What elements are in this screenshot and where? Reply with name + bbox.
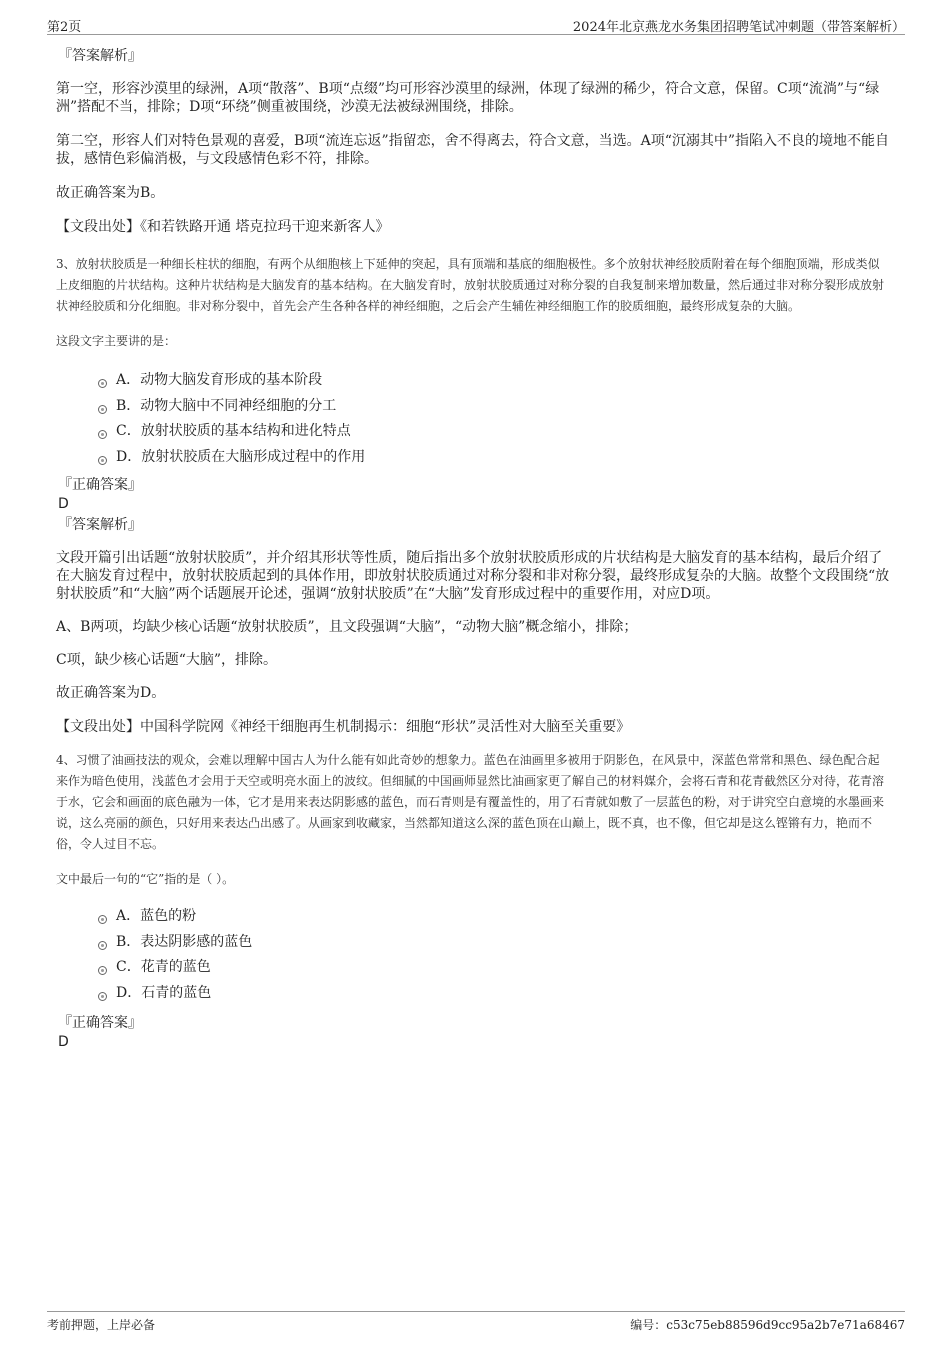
document-title: 2024年北京燕龙水务集团招聘笔试冲刺题（带答案解析） [572, 20, 905, 35]
q3-option-b[interactable]: B．动物大脑中不同神经细胞的分工 [56, 394, 890, 420]
page-content [56, 47, 890, 1050]
q4-answer: D [58, 1034, 69, 1050]
q3-option-a[interactable]: A．动物大脑发育形成的基本阶段 [56, 368, 890, 394]
document-code: 编号：c53c75eb88596d9cc95a2b7e71a68467 [630, 1318, 905, 1332]
q4-option-d[interactable]: D．石青的蓝色 [56, 981, 890, 1007]
q4-option-a[interactable]: A．蓝色的粉 [56, 904, 890, 930]
footer-slogan: 考前押题，上岸必备 [47, 1318, 156, 1332]
q2-conclusion: 故正确答案为B。 [56, 185, 165, 201]
page-number: 第2页 [47, 20, 82, 35]
q2-analysis-label: 『答案解析』 [58, 48, 142, 64]
q4-option-c[interactable]: C．花青的蓝色 [56, 955, 890, 981]
q3-option-c[interactable]: C．放射状胶质的基本结构和进化特点 [56, 419, 890, 445]
q4-option-b[interactable]: B．表达阴影感的蓝色 [56, 930, 890, 956]
q3-passage: 3、放射状胶质是一种细长柱状的细胞，有两个从细胞核上下延伸的突起，具有顶端和基底的细胞极性。多个放射状神经胶质附着在每个细胞顶端，形成类似上皮细胞的片状结构。这种片状结构是大脑发育的基本结构。在大脑发育时，放射状胶质通过对称分裂的自我复制来增加数量，然后通过非对称分裂形成放射状神经胶质和分化细胞。非对称分裂中，首先会产生各种各样的神经细胞，之后会产生辅佐神经细胞工作的胶质细胞，最终形成复杂的大脑。 [56, 257, 885, 313]
radio-button-icon[interactable] [98, 966, 107, 975]
q4-answer-label: 『正确答案』 [58, 1015, 142, 1031]
q4-question: 文中最后一句的“它”指的是（ ）。 [56, 872, 235, 886]
q3-answer: D [58, 496, 69, 512]
q3-analysis-paragraph-3: C项，缺少核心话题“大脑”，排除。 [56, 652, 278, 668]
q3-conclusion: 故正确答案为D。 [56, 685, 166, 701]
q4-options [56, 904, 890, 1006]
q3-option-d[interactable]: D．放射状胶质在大脑形成过程中的作用 [56, 445, 890, 471]
q3-analysis-label: 『答案解析』 [58, 517, 142, 533]
radio-button-icon[interactable] [98, 430, 107, 439]
q3-analysis-paragraph-1: 文段开篇引出话题“放射状胶质”，并介绍其形状等性质，随后指出多个放射状胶质形成的片状结构是大脑发育的基本结构，最后介绍了在大脑发育过程中，放射状胶质起到的具体作用，即放射状胶质通过对称分裂和非对称分裂，最终形成复杂的大脑。故整个文段围绕“放射状胶质”和“大脑”两个话题展开论述，强调“放射状胶质”在“大脑”发育形成过程中的重要作用，对应D项。 [56, 550, 890, 602]
q3-answer-label: 『正确答案』 [58, 477, 142, 493]
q3-question: 这段文字主要讲的是： [56, 334, 177, 348]
q4-passage: 4、习惯了油画技法的观众，会难以理解中国古人为什么能有如此奇妙的想象力。蓝色在油画里多被用于阴影色，在风景中，深蓝色常常和黑色、绿色配合起来作为暗色使用，浅蓝色才会用于天空或明亮水面上的波纹。但细腻的中国画师显然比油画家更了解自己的材料媒介，会将石青和花青截然区分对待，花青溶于水，它会和画面的底色融为一体，它才是用来表达阴影感的蓝色，而石青则是有覆盖性的，用了石青就如敷了一层蓝色的粉，对于讲究空白意境的水墨画来说，这么亮丽的颜色，只好用来表达凸出感了。从画家到收藏家，当然都知道这么深的蓝色顶在山巅上，既不真，也不像，但它却是这么铿锵有力，艳而不俗，令人过目不忘。 [56, 753, 885, 851]
q2-source: 【文段出处】《和若铁路开通 塔克拉玛干迎来新客人》 [56, 219, 390, 235]
q3-analysis-paragraph-2: A、B两项，均缺少核心话题“放射状胶质”，且文段强调“大脑”，“动物大脑”概念缩小，排除； [56, 619, 638, 635]
q2-analysis-paragraph-2: 第二空，形容人们对特色景观的喜爱，B项“流连忘返”指留恋，舍不得离去，符合文意，当选。A项“沉溺其中”指陷入不良的境地不能自拔，感情色彩偏消极，与文段感情色彩不符，排除。 [56, 133, 890, 167]
radio-button-icon[interactable] [98, 379, 107, 388]
radio-button-icon[interactable] [98, 456, 107, 465]
radio-button-icon[interactable] [98, 915, 107, 924]
q3-source: 【文段出处】中国科学院网《神经干细胞再生机制揭示：细胞“形状”灵活性对大脑至关重要》 [56, 719, 631, 735]
q2-analysis-paragraph-1: 第一空，形容沙漠里的绿洲，A项“散落”、B项“点缀”均可形容沙漠里的绿洲，体现了绿洲的稀少，符合文意，保留。C项“流淌”与“绿洲”搭配不当，排除；D项“环绕”侧重被围绕，沙漠无法被绿洲围绕，排除。 [56, 81, 880, 115]
q3-options [56, 368, 890, 470]
radio-button-icon[interactable] [98, 941, 107, 950]
radio-button-icon[interactable] [98, 992, 107, 1001]
radio-button-icon[interactable] [98, 405, 107, 414]
page-footer [47, 1311, 905, 1334]
page-header [47, 14, 905, 35]
